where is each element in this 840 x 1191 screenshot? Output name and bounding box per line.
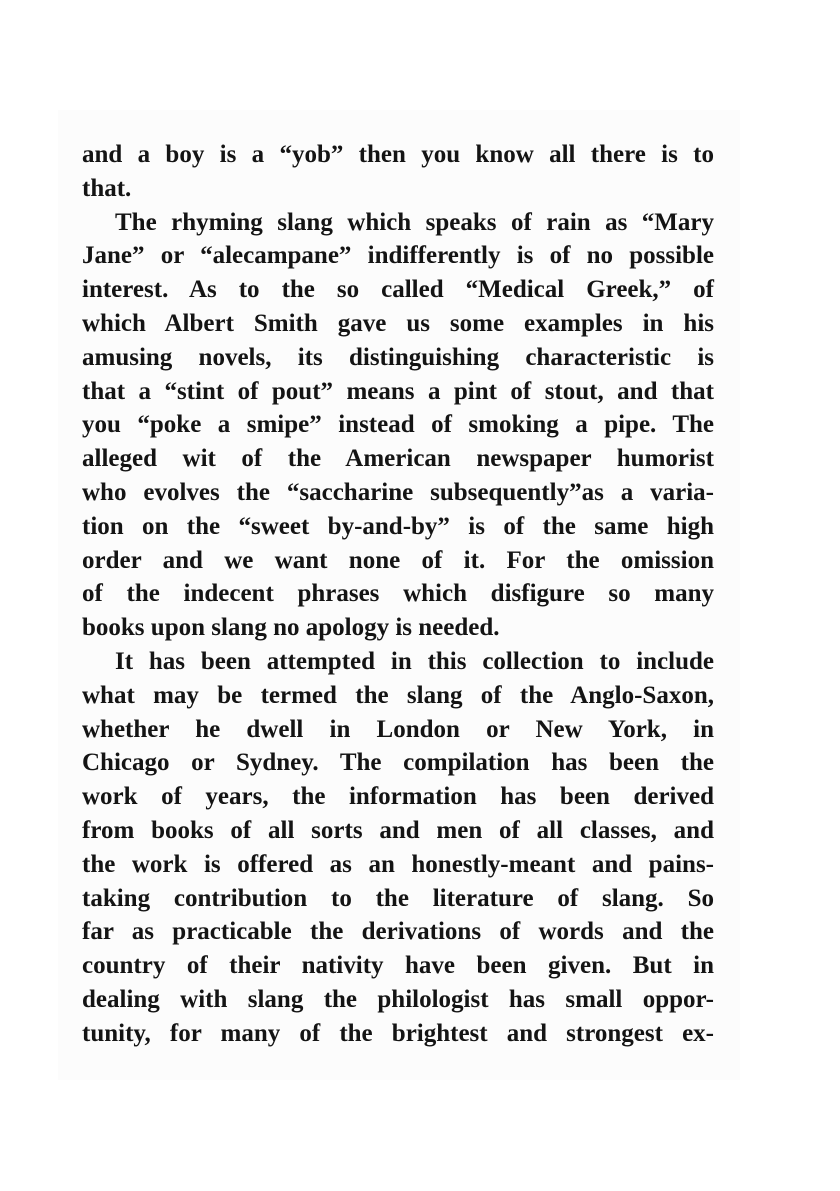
text-line: dealing with slang the philologist has small oppor- — [82, 985, 714, 1013]
text-line: order and we want none of it. For the omission — [82, 546, 714, 574]
text-line: taking contribution to the literature of slang. So — [82, 884, 714, 912]
text-line: that. — [82, 174, 132, 202]
text-line: tion on the “sweet by-and-by” is of the same high — [82, 512, 714, 540]
text-line: which Albert Smith gave us some examples in his — [82, 309, 714, 337]
text-line: amusing novels, its distinguishing characteristic is — [82, 343, 714, 371]
text-line: tunity, for many of the brightest and strongest ex- — [82, 1019, 714, 1047]
text-line: alleged wit of the American newspaper humorist — [82, 445, 714, 473]
text-line: who evolves the “saccharine subsequently”as a varia- — [82, 478, 714, 506]
text-line: work of years, the information has been derived — [82, 783, 714, 811]
text-line: of the indecent phrases which disfigure so many — [82, 580, 714, 608]
text-line: interest. As to the so called “Medical Greek,” of — [82, 276, 714, 304]
text-line: Jane” or “alecampane” indifferently is of no possible — [82, 242, 714, 270]
text-line: from books of all sorts and men of all classes, and — [82, 816, 714, 844]
text-line: you “poke a smipe” instead of smoking a pipe. The — [82, 411, 714, 439]
text-line: that a “stint of pout” means a pint of stout, and that — [82, 377, 714, 405]
text-line: country of their nativity have been given. But in — [82, 952, 714, 980]
text-line: what may be termed the slang of the Anglo-Saxon, — [82, 681, 714, 709]
text-line: books upon slang no apology is needed. — [82, 614, 500, 642]
text-line: and a boy is a “yob” then you know all there is to — [82, 141, 714, 168]
text-line: whether he dwell in London or New York, in — [82, 715, 714, 743]
text-line: the work is offered as an honestly-meant and pains- — [82, 850, 714, 878]
text-line: far as practicable the derivations of words and the — [82, 918, 714, 946]
text-line: Chicago or Sydney. The compilation has been the — [82, 749, 714, 777]
page-text — [82, 138, 714, 1051]
text-line: The rhyming slang which speaks of rain as “Mary — [115, 208, 714, 236]
text-line: It has been attempted in this collection to include — [115, 647, 714, 675]
